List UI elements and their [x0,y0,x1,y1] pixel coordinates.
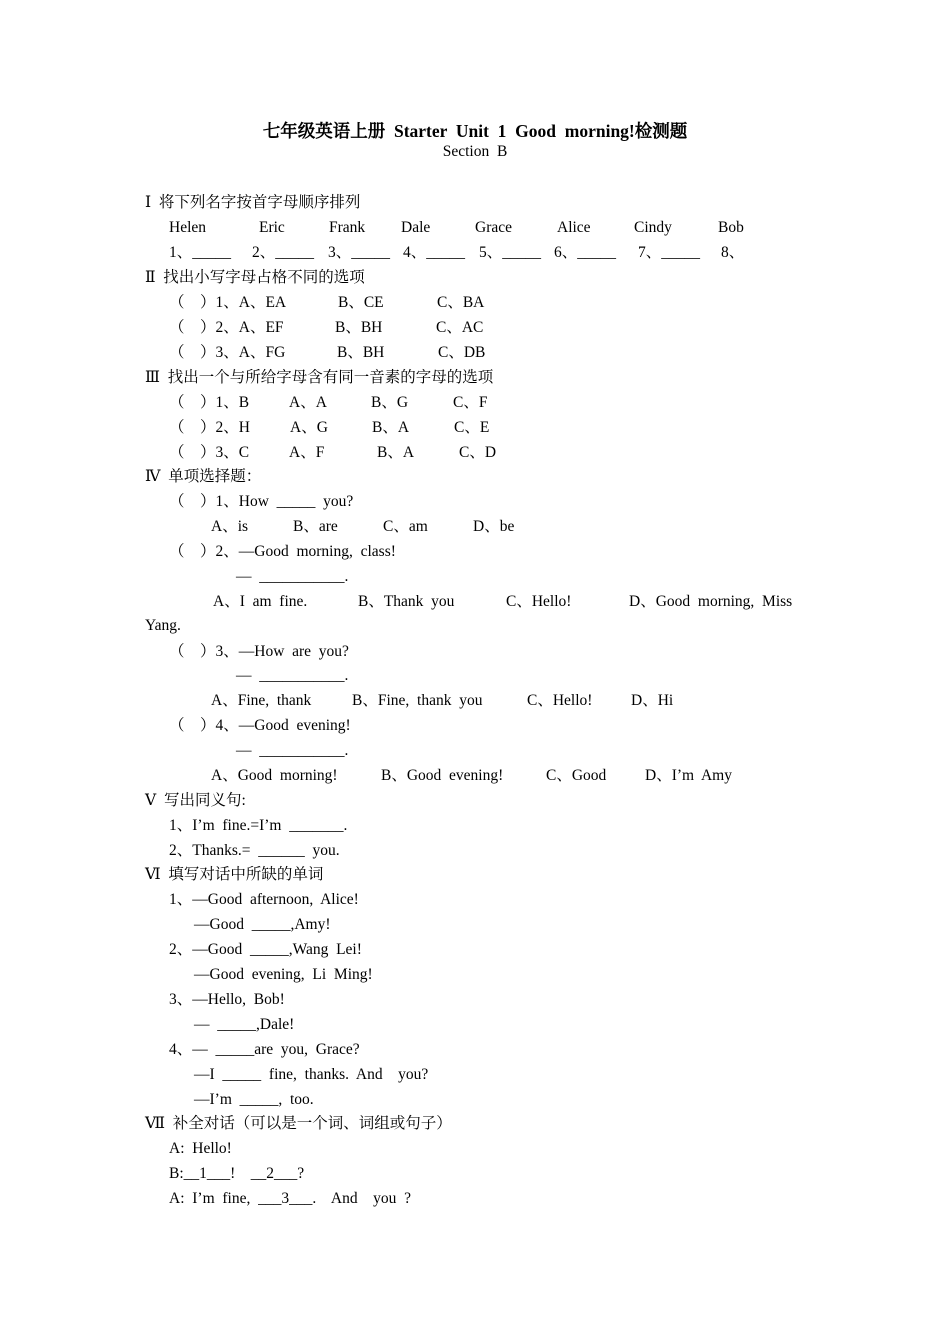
q3-2-option-b: B、A [372,419,410,436]
q3-1-option-c: C、F [453,394,488,411]
q3-1-option-b: B、G [371,394,409,411]
q4-2-answer-line: — ___________. [236,568,349,585]
q2-1-option-c: C、BA [437,294,485,311]
q3-2-stem: （ ）2、H [169,419,250,436]
q4-2-option-d: D、Good morning, Miss [629,593,793,610]
q3-3-option-c: C、D [459,444,497,461]
q6-4-line-2: —I _____ fine, thanks. And you? [194,1066,429,1083]
dialogue-line-2: B:__1___! __2___? [169,1165,305,1182]
q4-2-option-a: A、I am fine. [213,593,308,610]
q3-3-stem: （ ）3、C [169,444,250,461]
section-2-heading: Ⅱ 找出小写字母占格不同的选项 [145,269,365,286]
page-title: 七年级英语上册 Starter Unit 1 Good morning!检测题 [262,121,688,141]
q2-2-stem: （ ）2、A、EF [169,319,284,336]
q4-3-stem: （ ）3、—How are you? [169,643,349,660]
blank-3: 3、_____ [328,244,391,261]
q4-4-option-c: C、Good [546,767,607,784]
q3-1-option-a: A、A [289,394,327,411]
q4-3-answer-line: — ___________. [236,667,349,684]
q6-1-line-2: —Good _____,Amy! [194,916,331,933]
q5-1: 1、I’m fine.=I’m _______. [169,817,348,834]
q6-1-line-1: 1、—Good afternoon, Alice! [169,891,359,908]
dialogue-line-3: A: I’m fine, ___3___. And you ? [169,1190,411,1207]
section-3-heading: Ⅲ 找出一个与所给字母含有同一音素的字母的选项 [145,369,494,386]
q4-1-option-b: B、are [293,518,338,535]
q2-1-option-b: B、CE [338,294,384,311]
page-subtitle: Section B [442,143,508,160]
q4-2-option-d-wrap: Yang. [145,617,181,634]
blank-7: 7、_____ [638,244,701,261]
dialogue-line-1: A: Hello! [169,1140,232,1157]
q4-4-option-d: D、I’m Amy [645,767,732,784]
blank-2: 2、_____ [252,244,315,261]
q6-3-line-1: 3、—Hello, Bob! [169,991,285,1008]
q2-3-stem: （ ）3、A、FG [169,344,286,361]
q4-1-option-c: C、am [383,518,428,535]
q6-4-line-3: —I’m _____, too. [194,1091,314,1108]
q4-4-stem: （ ）4、—Good evening! [169,717,351,734]
q6-3-line-2: — _____,Dale! [194,1016,295,1033]
q4-4-option-a: A、Good morning! [211,767,338,784]
q6-2-line-2: —Good evening, Li Ming! [194,966,373,983]
q2-3-option-b: B、BH [337,344,385,361]
q3-2-option-c: C、E [454,419,490,436]
blank-1: 1、_____ [169,244,232,261]
name-helen: Helen [169,219,207,236]
blank-6: 6、_____ [554,244,617,261]
q4-1-option-a: A、is [211,518,249,535]
q3-2-option-a: A、G [290,419,328,436]
section-6-heading: Ⅵ 填写对话中所缺的单词 [145,866,324,883]
q4-3-option-c: C、Hello! [527,692,593,709]
q2-1-stem: （ ）1、A、EA [169,294,287,311]
q4-2-option-b: B、Thank you [358,593,455,610]
name-eric: Eric [259,219,285,236]
q2-2-option-c: C、AC [436,319,484,336]
section-1-heading: Ⅰ 将下列名字按首字母顺序排列 [145,194,361,211]
q4-2-option-c: C、Hello! [506,593,572,610]
q4-2-stem: （ ）2、—Good morning, class! [169,543,396,560]
q2-2-option-b: B、BH [335,319,383,336]
blank-4: 4、_____ [403,244,466,261]
name-frank: Frank [329,219,366,236]
name-bob: Bob [718,219,744,236]
q4-3-option-a: A、Fine, thank [211,692,312,709]
q6-2-line-1: 2、—Good _____,Wang Lei! [169,941,362,958]
section-5-heading: Ⅴ 写出同义句: [145,792,246,809]
name-alice: Alice [557,219,591,236]
q4-1-stem: （ ）1、How _____ you? [169,493,354,510]
blank-5: 5、_____ [479,244,542,261]
name-grace: Grace [475,219,512,236]
q4-3-option-d: D、Hi [631,692,674,709]
section-7-heading: Ⅶ 补全对话（可以是一个词、词组或句子） [145,1115,452,1132]
q3-3-option-b: B、A [377,444,415,461]
q3-1-stem: （ ）1、B [169,394,250,411]
blank-8: 8、 [721,244,745,261]
q4-3-option-b: B、Fine, thank you [352,692,483,709]
q3-3-option-a: A、F [289,444,325,461]
q4-1-option-d: D、be [473,518,515,535]
name-dale: Dale [401,219,431,236]
section-4-heading: Ⅳ 单项选择题： [145,468,262,485]
name-cindy: Cindy [634,219,672,236]
q4-4-answer-line: — ___________. [236,742,349,759]
q6-4-line-1: 4、— _____are you, Grace? [169,1041,360,1058]
q4-4-option-b: B、Good evening! [381,767,504,784]
q5-2: 2、Thanks.= ______ you. [169,842,340,859]
q2-3-option-c: C、DB [438,344,486,361]
